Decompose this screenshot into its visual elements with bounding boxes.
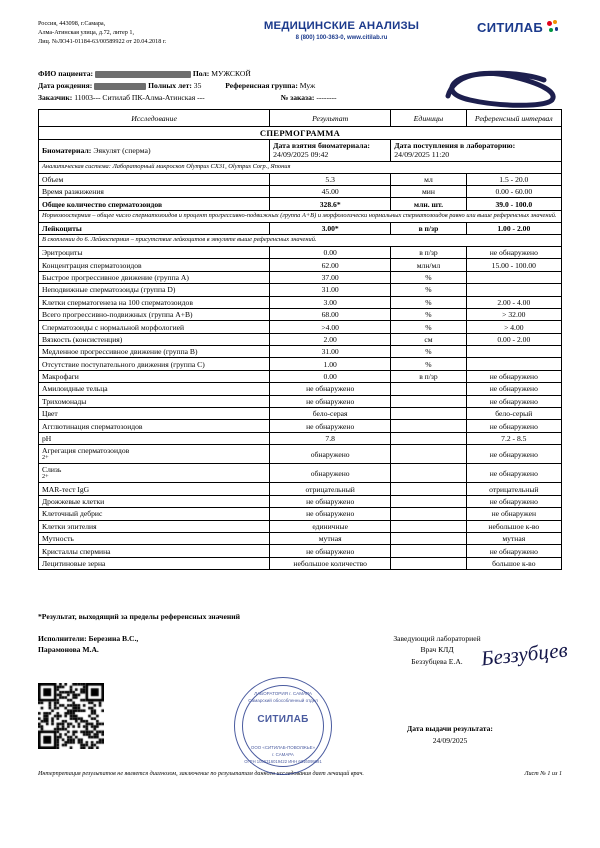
cell-result: >4.00 [270, 321, 391, 333]
cell-unit: % [391, 308, 466, 320]
table-row [39, 308, 562, 320]
cell-result: обнаружено [270, 445, 391, 464]
patient-age-value: 35 [193, 81, 202, 91]
cell-result: 7.8 [270, 432, 391, 444]
cell-unit [391, 420, 466, 432]
table-row [39, 545, 562, 557]
cell-ref: не обнаружено [466, 420, 561, 432]
cell-result: 328.6* [270, 198, 391, 210]
cell-name: MAR-тест IgG [39, 483, 270, 495]
cell-name: Концентрация сперматозоидов [39, 259, 270, 271]
cell-name: Быстрое прогрессивное движение (группа A) [39, 271, 270, 283]
performers-label: Исполнители: [38, 634, 87, 644]
biomaterial-cell [39, 140, 270, 161]
table-row [39, 198, 562, 210]
lab-address [38, 18, 206, 47]
cell-result: 31.00 [270, 346, 391, 358]
cell-ref: 7.2 - 8.5 [466, 432, 561, 444]
head-name: Беззубцева Е.А. [411, 656, 463, 666]
cell-ref: 0.00 - 60.00 [466, 185, 561, 197]
patient-sex-label: Пол: [192, 69, 210, 78]
cell-name: Клеточный дебрис [39, 508, 270, 520]
cell-ref: > 4.00 [466, 321, 561, 333]
cell-unit [391, 495, 466, 507]
cell-unit [391, 508, 466, 520]
table-row [39, 370, 562, 382]
table-row [39, 358, 562, 370]
table-row [39, 508, 562, 520]
cell-ref: небольшое к-во [466, 520, 561, 532]
performers-name-2: Парамонова М.А. [38, 645, 99, 655]
table-row [39, 483, 562, 495]
cell-name: Эритроциты [39, 247, 270, 259]
header-title: МЕДИЦИНСКИЕ АНАЛИЗЫ [263, 20, 420, 32]
table-row [39, 432, 562, 444]
cell-name: Агглютинация сперматозоидов [39, 420, 270, 432]
table-row [39, 259, 562, 271]
cell-unit: в п/зр [391, 370, 466, 382]
col-header-unit: Единицы [391, 110, 466, 126]
patient-sex-value: МУЖСКОЙ [211, 69, 251, 78]
cell-result: обнаружено [270, 464, 391, 483]
table-row [39, 445, 562, 464]
table-row [39, 284, 562, 296]
stamp-bottom-line-1: ООО «СИТИЛАБ-ПОВОЛЖЬЕ» [250, 745, 316, 751]
cell-unit: в п/зр [391, 222, 466, 234]
cell-unit [391, 395, 466, 407]
col-header-ref: Референсный интервал [466, 110, 561, 126]
note-row [39, 210, 562, 222]
cell-ref: 15.00 - 100.00 [466, 259, 561, 271]
patient-birth-redacted [94, 83, 146, 90]
cell-unit: % [391, 358, 466, 370]
report-title-row [39, 126, 562, 139]
cell-name: Мутность [39, 532, 270, 544]
cell-result: небольшое количество [270, 557, 391, 569]
cell-name: pH [39, 432, 270, 444]
performers-block [38, 633, 138, 667]
cell-name [39, 445, 270, 464]
stamp-top-line-2: Самарский обособленный отдел [248, 698, 318, 704]
cell-unit: млн. шт. [391, 198, 466, 210]
patient-refgroup-label: Референсная группа: [225, 81, 298, 91]
disclaimer-row [38, 771, 562, 777]
biomaterial-value: Эякулят (сперма) [93, 145, 151, 155]
cell-name: Дрожжевые клетки [39, 495, 270, 507]
cell-name: Амилоидные тельца [39, 383, 270, 395]
cell-result: 31.00 [270, 284, 391, 296]
cell-result: отрицательный [270, 483, 391, 495]
cell-result: 68.00 [270, 308, 391, 320]
address-line-2: Алма-Атинская улица, д.72, литер 1, [38, 28, 134, 36]
cell-unit: % [391, 284, 466, 296]
cell-unit [391, 545, 466, 557]
note-row [39, 235, 562, 247]
head-title: Заведующий лабораторией [393, 634, 481, 644]
cell-result: не обнаружено [270, 383, 391, 395]
cell-result: 37.00 [270, 271, 391, 283]
cell-name: Всего прогрессивно-подвижных (группа A+B) [39, 308, 270, 320]
patient-fio-label: ФИО пациента: [38, 69, 94, 78]
cell-name: Цвет [39, 407, 270, 419]
document-header [38, 18, 562, 64]
document-footer [38, 683, 562, 769]
document-sheet [38, 18, 569, 830]
cell-name-text: Слизь [42, 465, 62, 475]
head-block [312, 633, 569, 671]
cell-unit [391, 532, 466, 544]
cell-ref: > 32.00 [466, 308, 561, 320]
issue-date-label: Дата выдачи результата: [407, 724, 493, 734]
cell-name: Трихомонады [39, 395, 270, 407]
table-row [39, 173, 562, 185]
cell-ref: не обнаружено [466, 247, 561, 259]
stamp-bottom-line-3: ОГРН 1056316019422 ИНН 6316099891 [244, 759, 322, 765]
brand-logo [477, 18, 562, 35]
cell-unit [391, 483, 466, 495]
cell-name: Лецитиновые зерна [39, 557, 270, 569]
cell-result: не обнаружено [270, 420, 391, 432]
cell-unit [391, 464, 466, 483]
cell-name: Объем [39, 173, 270, 185]
cell-ref: мутная [466, 532, 561, 544]
cell-result: не обнаружено [270, 495, 391, 507]
cell-unit: в п/зр [391, 247, 466, 259]
cell-unit [391, 445, 466, 464]
brand-logo-dots-icon [547, 20, 562, 35]
cell-name: Макрофаги [39, 370, 270, 382]
cell-name: Клетки эпителия [39, 520, 270, 532]
cell-result: 62.00 [270, 259, 391, 271]
stamp-top-line: ЛАБОРАТОРИЯ г. САМАРА [254, 691, 312, 697]
table-row [39, 532, 562, 544]
cell-result: мутная [270, 532, 391, 544]
footnote: *Результат, выходящий за пределы референсных значений [38, 612, 240, 622]
patient-fio-redacted [95, 71, 191, 78]
cell-name: Кристаллы спермина [39, 545, 270, 557]
order-label: № заказа: [280, 93, 315, 103]
cell-ref: большое к-во [466, 557, 561, 569]
issue-date-value: 24/09/2025 [432, 735, 468, 745]
cell-name [39, 464, 270, 483]
cell-ref: не обнаружено [466, 464, 561, 483]
cell-unit [391, 383, 466, 395]
performers-name-1: Березина В.С., [88, 634, 139, 644]
table-row [39, 464, 562, 483]
cell-ref: 1.00 - 2.00 [466, 222, 561, 234]
cell-name: Вязкость (консистенция) [39, 333, 270, 345]
cell-ref: 2.00 - 4.00 [466, 296, 561, 308]
table-header-row [39, 110, 562, 126]
biomaterial-label: Биоматериал: [42, 145, 92, 155]
table-row [39, 420, 562, 432]
patient-age-label: Полных лет: [148, 81, 192, 91]
cell-name: Отсутствие поступательного движения (группа C) [39, 358, 270, 370]
cell-ref: не обнаружено [466, 445, 561, 464]
performers-line-1 [38, 633, 138, 644]
customer-value: 11003--- Ситилаб ПК-Алма-Атинская --- [74, 93, 205, 103]
table-row [39, 520, 562, 532]
cell-ref: бело-серый [466, 407, 561, 419]
cell-ref: 39.0 - 100.0 [466, 198, 561, 210]
table-row [39, 321, 562, 333]
address-line-1: Россия, 443098, г.Самара, [38, 20, 106, 27]
table-row [39, 222, 562, 234]
handwritten-signature: Беззубцев [480, 637, 569, 671]
cell-name-sub: 2+ [42, 473, 49, 481]
cell-unit [391, 407, 466, 419]
cell-ref: не обнаружен [466, 508, 561, 520]
cell-ref [466, 284, 561, 296]
cell-result: 45.00 [270, 185, 391, 197]
cell-result: 2.00 [270, 333, 391, 345]
cell-unit: % [391, 271, 466, 283]
cell-ref: не обнаружено [466, 370, 561, 382]
table-row [39, 346, 562, 358]
cell-ref: не обнаружено [466, 495, 561, 507]
table-row [39, 395, 562, 407]
page-label: Лист № 1 из 1 [524, 771, 562, 778]
results-table-body [39, 126, 562, 569]
cell-unit: см [391, 333, 466, 345]
cell-ref [466, 271, 561, 283]
cell-result: бело-серая [270, 407, 391, 419]
analytic-system: Аналитическая система: Лабораторный микроскоп Olympus CX31, Olympus Corp., Япония [39, 161, 562, 173]
cell-unit: млн/мл [391, 259, 466, 271]
taken-value: 24/09/2025 09:42 [273, 150, 329, 160]
table-row [39, 247, 562, 259]
cell-ref: 1.5 - 20.0 [466, 173, 561, 185]
cell-ref: не обнаружено [466, 383, 561, 395]
lab-stamp [234, 677, 332, 775]
results-table [38, 109, 562, 570]
cell-name: Неподвижные сперматозоиды (группа D) [39, 284, 270, 296]
patient-block [38, 68, 562, 104]
qr-code [38, 683, 104, 749]
cell-result: 0.00 [270, 247, 391, 259]
cell-name: Общее количество сперматозоидов [39, 198, 270, 210]
cell-result: 0.00 [270, 370, 391, 382]
cell-name: Время разжижения [39, 185, 270, 197]
head-role: Врач КЛД [420, 645, 454, 655]
cell-unit: % [391, 321, 466, 333]
note-leukospermia: В скоплении до 6. Лейкоспермия – присутствие лейкоцитов в эякуляте выше референсных значений. [39, 235, 562, 247]
redaction-scribble-icon [444, 66, 562, 108]
cell-result: не обнаружено [270, 395, 391, 407]
col-header-result: Результат [270, 110, 391, 126]
cell-name: Клетки сперматогенеза на 100 сперматозоидов [39, 296, 270, 308]
table-row [39, 271, 562, 283]
cell-unit: мин [391, 185, 466, 197]
table-row [39, 557, 562, 569]
biomaterial-row [39, 140, 562, 161]
cell-ref [466, 358, 561, 370]
cell-result: не обнаружено [270, 508, 391, 520]
cell-result: 1.00 [270, 358, 391, 370]
received-cell [391, 140, 562, 161]
cell-name-text: Агрегация сперматозоидов [42, 446, 130, 456]
received-label: Дата поступления в лабораторию: [394, 141, 516, 151]
cell-name: Лейкоциты [39, 222, 270, 234]
cell-unit [391, 432, 466, 444]
cell-unit: % [391, 296, 466, 308]
cell-ref [466, 346, 561, 358]
brand-logo-text: СИТИЛАБ [477, 20, 543, 35]
table-row [39, 407, 562, 419]
header-contact: 8 (800) 100-363-0, www.citilab.ru [295, 35, 388, 41]
cell-name: Сперматозоиды с нормальной морфологией [39, 321, 270, 333]
cell-result: 3.00* [270, 222, 391, 234]
table-row [39, 185, 562, 197]
cell-ref: не обнаружено [466, 545, 561, 557]
cell-result: не обнаружено [270, 545, 391, 557]
table-row [39, 296, 562, 308]
note-normozoospermia: Нормозооспермия – общее число сперматозоидов и процент прогрессивно-подвижных (группа A+B) и морфологически нормальных сперматозоидов равно или выше референсных значений. [39, 210, 562, 222]
report-title: СПЕРМОГРАММА [39, 126, 562, 139]
stamp-bottom-line-2: г. САМАРА [272, 752, 294, 758]
order-value: -------- [316, 93, 337, 103]
cell-result: 3.00 [270, 296, 391, 308]
address-line-3: Лиц. №ЛО41-01184-63/00589922 от 20.04.2018 г. [38, 37, 167, 45]
cell-unit [391, 557, 466, 569]
stamp-logo-text: СИТИЛАБ [257, 714, 309, 726]
cell-ref: не обнаружено [466, 395, 561, 407]
table-row [39, 495, 562, 507]
cell-name-sub: 2+ [42, 454, 49, 462]
taken-cell [270, 140, 391, 161]
cell-name: Медленное прогрессивное движение (группа B) [39, 346, 270, 358]
taken-label: Дата взятия биоматериала: [273, 141, 371, 151]
table-row [39, 333, 562, 345]
patient-refgroup-value: Муж [299, 81, 316, 91]
patient-birth-label: Дата рождения: [38, 81, 93, 91]
cell-ref: 0.00 - 2.00 [466, 333, 561, 345]
signatures-block [38, 633, 569, 671]
cell-unit [391, 520, 466, 532]
col-header-name: Исследование [39, 110, 270, 126]
header-title-block [264, 18, 419, 41]
cell-result: 5.3 [270, 173, 391, 185]
customer-label: Заказчик: [38, 93, 73, 103]
cell-ref: отрицательный [466, 483, 561, 495]
table-row [39, 383, 562, 395]
analytic-system-row [39, 161, 562, 173]
received-value: 24/09/2025 11:20 [394, 150, 450, 160]
disclaimer-text: Интерпретация результатов не является диагнозом, заключение по результатам данного исследования дает лечащий врач. [38, 771, 364, 778]
issue-date-block [338, 723, 562, 746]
cell-unit: % [391, 346, 466, 358]
cell-result: единичные [270, 520, 391, 532]
cell-unit: мл [391, 173, 466, 185]
